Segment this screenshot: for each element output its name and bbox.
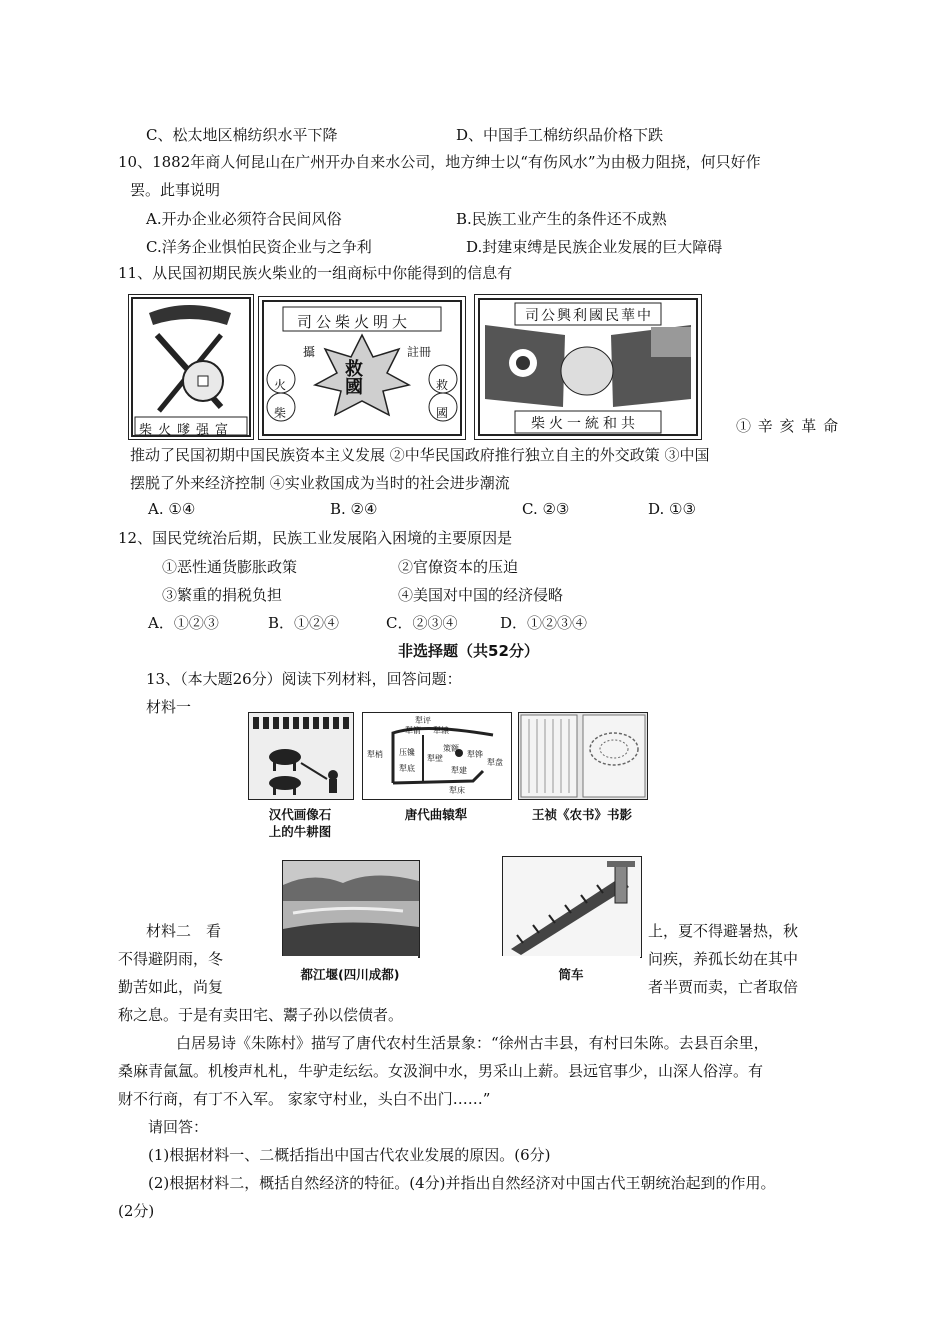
- q11-line2: 推动了民国初期中国民族资本主义发展 ②中华民国政府推行独立自主的外交政策 ③中国: [130, 446, 710, 464]
- material2-frag6: 者半贾而卖，亡者取倍: [648, 978, 799, 996]
- match-label-daming: [258, 296, 466, 440]
- q11-option-d: D. ①③: [648, 500, 696, 518]
- q11-option-a: A. ①④: [148, 500, 196, 518]
- q12-option-c: C．②③④: [386, 614, 458, 632]
- q12-option-a: A．①②③: [148, 614, 219, 632]
- q10-stem-line1: 10、1882年商人何昆山在广州开办自来水公司，地方绅士以“有伤风水”为由极力阻挠，何只好作: [118, 153, 761, 171]
- label1-bottom-text: 柴火嗲强富: [139, 423, 235, 438]
- label3-bottom-text: 柴火一統和共: [531, 416, 639, 432]
- caption-nongshu: 王祯《农书》书影: [531, 807, 632, 822]
- q11-option-b: B. ②④: [330, 500, 378, 518]
- material2-frag4: 问疾，养孤长幼在其中: [648, 950, 799, 968]
- ox-plowing-icon: [249, 713, 353, 799]
- q11-text-tail: ① 辛 亥 革 命: [736, 417, 840, 435]
- sub-question-2-tail: (2分): [118, 1202, 155, 1220]
- plow-part-7: 策额: [443, 744, 459, 753]
- image-ox-plowing: [248, 712, 354, 800]
- q12-option-d: D．①②③④: [500, 614, 588, 632]
- label2-top-text: 司公柴火明大: [297, 313, 412, 331]
- material2-frag3: 不得避阴雨，冬: [118, 950, 224, 968]
- plow-part-3: 犁梢: [367, 750, 383, 759]
- q12-item2: ②官僚资本的压迫: [398, 558, 519, 576]
- plow-part-0: 犁评: [415, 716, 431, 725]
- label2-center-text: 救國: [345, 359, 363, 398]
- q12-item3: ③繁重的捐税负担: [162, 586, 283, 604]
- sub-question-1: (1)根据材料一、二概括指出中国古代农业发展的原因。(6分): [148, 1146, 551, 1164]
- q12-item1: ①恶性通货膨胀政策: [162, 558, 298, 576]
- ask-label: 请回答：: [148, 1118, 209, 1136]
- material2-frag2: 上，夏不得避暑热，秋: [648, 922, 799, 940]
- plow-part-9: 犁盘: [487, 758, 503, 767]
- label2-left-reg: 攝: [303, 345, 316, 359]
- image-curved-plow: [362, 712, 512, 800]
- plow-part-11: 犁床: [449, 786, 465, 795]
- q12-stem: 12、国民党统治后期，民族工业发展陷入困境的主要原因是: [118, 529, 513, 547]
- plow-part-4: 压镵: [399, 748, 415, 757]
- q11-line3: 摆脱了外来经济控制 ④实业救国成为当时的社会进步潮流: [130, 474, 510, 492]
- q10-option-c: C.洋务企业惧怕民资企业与之争利: [146, 238, 372, 256]
- label2-mark: 冊: [419, 345, 432, 359]
- q12-item4: ④美国对中国的经济侵略: [398, 586, 564, 604]
- q11-stem: 11、从民国初期民族火柴业的一组商标中你能得到的信息有: [118, 264, 513, 282]
- q13-stem: 13、（本大题26分）阅读下列材料，回答问题：: [146, 670, 462, 688]
- image-dujiangyan: [282, 860, 420, 958]
- sub-question-2: (2)根据材料二，概括自然经济的特征。(4分)并指出自然经济对中国古代王朝统治起到的作用。: [148, 1174, 776, 1192]
- material2-frag5: 勤苦如此，尚复: [118, 978, 224, 996]
- q12-option-b: B．①②④: [268, 614, 340, 632]
- material2-frag1: 材料二 看: [146, 922, 222, 940]
- q10-option-d: D.封建束缚是民族企业发展的巨大障碍: [466, 238, 723, 256]
- q10-option-b: B.民族工业产生的条件还不成熟: [456, 210, 667, 228]
- river-landscape-icon: [283, 861, 419, 957]
- sword-coin-icon: [129, 295, 253, 439]
- image-nongshu: [518, 712, 648, 800]
- image-tongche: [502, 856, 642, 958]
- water-wheel-icon: [503, 857, 641, 957]
- match-label-zhonghua: [474, 294, 702, 440]
- poem-line2: 桑麻青氤氲。机梭声札札，牛驴走纭纭。女汲涧中水，男采山上薪。县远官事少，山深人俗淳。有: [118, 1062, 764, 1080]
- label3-top-text: 司公興利國民華中: [525, 308, 653, 324]
- material2-line-end: 称之息。于是有卖田宅、鬻子孙以偿债者。: [118, 1006, 404, 1024]
- material1-label: 材料一: [146, 698, 192, 716]
- match-label-fuqiang: [128, 294, 254, 440]
- poem-line3: 财不行商，有丁不入军。 家家守村业，头白不出门……”: [118, 1090, 491, 1108]
- q9-option-d: D、中国手工棉纺织品价格下跌: [456, 126, 664, 144]
- section-title: 非选择题（共52分）: [398, 642, 539, 660]
- poem-line1: 白居易诗《朱陈村》描写了唐代农村生活景象：“徐州古丰县，有村曰朱陈。去县百余里，: [176, 1034, 769, 1052]
- q10-option-a: A.开办企业必须符合民间风俗: [146, 210, 342, 228]
- plow-part-8: 犁建: [451, 766, 467, 775]
- plow-part-6: 犁壁: [427, 754, 443, 763]
- label2-side-left: 火柴: [274, 378, 287, 420]
- book-page-icon: [519, 713, 647, 799]
- caption-ox-plowing: 汉代画像石 上的牛耕图: [268, 807, 332, 839]
- plow-part-5: 犁底: [399, 764, 415, 773]
- label2-reg: 註: [407, 345, 420, 359]
- q10-stem-line2: 罢。此事说明: [130, 181, 221, 199]
- q9-option-c: C、松太地区棉纺织水平下降: [146, 126, 338, 144]
- plow-part-2: 犁辕: [433, 726, 449, 735]
- caption-curved-plow: 唐代曲辕犁: [404, 807, 468, 822]
- caption-dujiangyan: 都江堰(四川成都): [300, 967, 400, 982]
- caption-tongche: 筒车: [558, 967, 584, 982]
- plow-part-10: 犁铧: [467, 750, 483, 759]
- q11-option-c: C. ②③: [522, 500, 570, 518]
- label2-side-right: 救國: [436, 378, 449, 420]
- plow-part-1: 犁箭: [405, 726, 421, 735]
